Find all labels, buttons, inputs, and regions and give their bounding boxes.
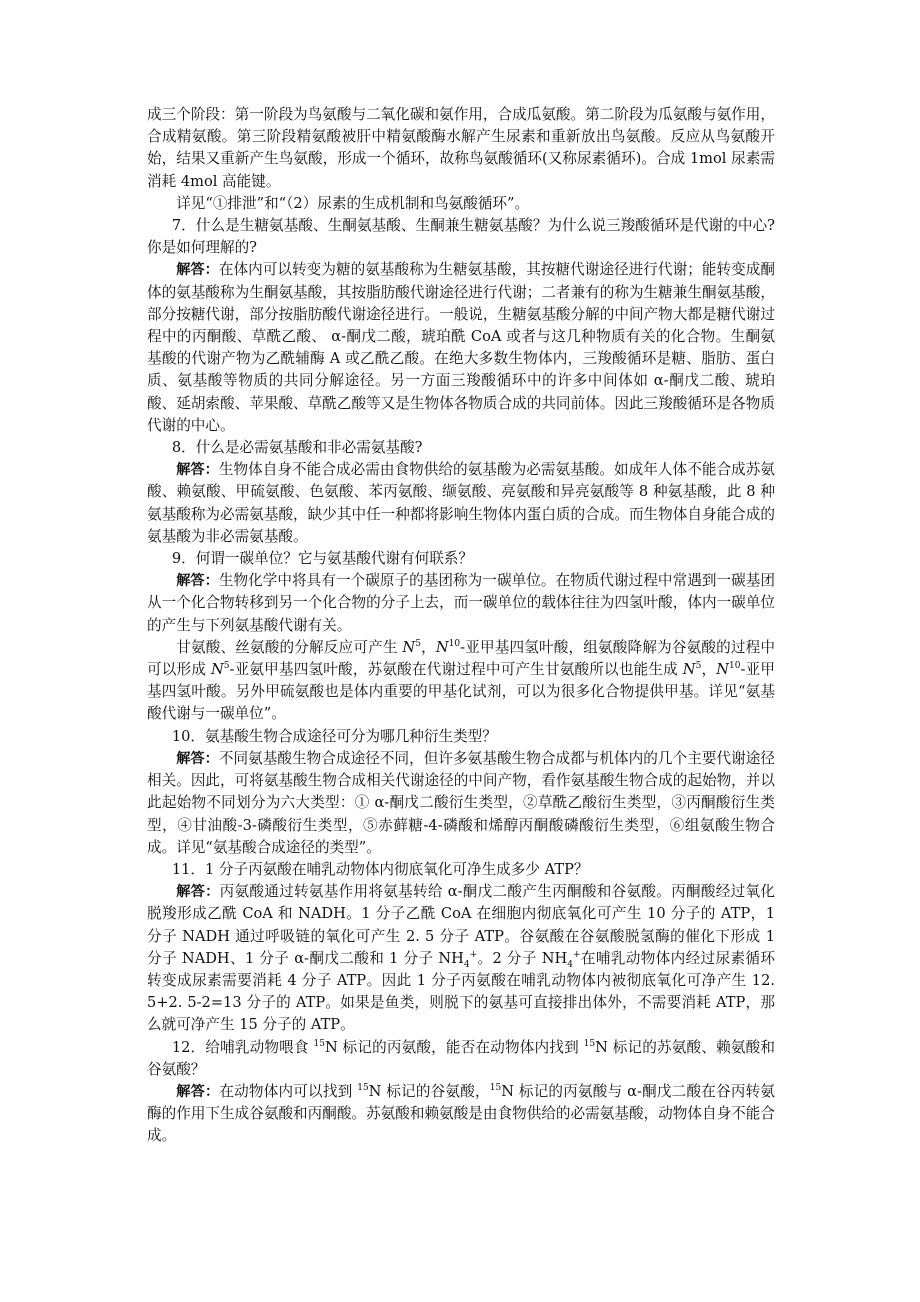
text: 在动物体内可以找到 xyxy=(219,1082,358,1100)
answer-label: 解答： xyxy=(176,884,220,901)
text: 7．什么是生糖氨基酸、生酮氨基酸、生酮兼生糖氨基酸？为什么说三羧酸循环是代谢的中心?你是如何理解的? xyxy=(147,217,775,257)
answer-9 xyxy=(147,570,775,637)
text: 详见“①排泄”和“（2）尿素的生成机制和鸟氨酸循环”。 xyxy=(176,194,530,212)
n-symbol: N xyxy=(716,661,730,679)
question-10 xyxy=(147,726,775,748)
text: -亚甲基四氢叶酸。另外甲硫氨酸也是体内重要的甲基化试剂，可以为很多化合物提供甲基。详见“氨基酸代谢与一碳单位”。 xyxy=(147,661,775,723)
superscript: 15 xyxy=(583,1038,596,1049)
subscript: 4 xyxy=(567,959,573,970)
superscript: 5 xyxy=(223,661,230,672)
superscript: 5 xyxy=(695,661,702,672)
text: 8．什么是必需氨基酸和非必需氨基酸? xyxy=(171,439,423,457)
answer-11 xyxy=(147,881,775,1036)
superscript: + xyxy=(572,949,581,960)
answer-label: 解答： xyxy=(176,573,219,590)
text: 生物化学中将具有一个碳原子的基团称为一碳单位。在物质代谢过程中常遇到一碳基团从一个化合物转移到另一个化合物的分子上去，而一碳单位的载体往往为四氢叶酸，体内一碳单位的产生与下列氨基酸代谢有关。 xyxy=(147,572,775,634)
text: 在体内可以转变为糖的氨基酸称为生糖氨基酸，其按糖代谢途径进行代谢；能转变成酮体的氨基酸称为生酮氨基酸，其按脂肪酸代谢途径进行代谢；二者兼有的称为生糖兼生酮氨基酸，部分按糖代谢，部分按脂肪酸代谢途径进行。一般说，生糖氨基酸分解的中间产物大都是糖代谢过程中的丙酮酸、草酰乙酸、 α-酮戊二酸，琥珀酰 CoA 或者与这几种物质有关的化合物。生酮氨基酸的代谢产物为乙酰辅酶 A 或乙酰乙酸。在绝大多数生物体内，三羧酸循环是糖、脂肪、蛋白质、氨基酸等物质的共同分解途径。另一方面三羧酸循环中的许多中间体如 α-酮戊二酸、琥珀酸、延胡索酸、苹果酸、草酰乙酸等又是生物体各物质合成的共同前体。因此三羧酸循环是各物质代谢的中心。 xyxy=(147,261,775,434)
subscript: 4 xyxy=(463,959,470,970)
text: 12．给哺乳动物喂食 xyxy=(171,1038,314,1056)
n-symbol: N xyxy=(682,661,696,679)
text: 不同氨基酸生物合成途径不同，但许多氨基酸生物合成都与机体内的几个主要代谢途径相关。因此，可将氨基酸生物合成相关代谢途径的中间产物，看作氨基酸生物合成的起始物，并以此起始物不同划分为六大类型：① α-酮戊二酸衍生类型，②草酰乙酸衍生类型，③丙酮酸衍生类型，④甘油酸-3-磷酸衍生类型，⑤赤藓糖-4-磷酸和烯醇丙酮酸磷酸衍生类型，⑥组氨酸生物合成。详见“氨基酸合成途径的类型”。 xyxy=(147,749,775,856)
text: N 标记的谷氨酸， xyxy=(368,1082,490,1100)
answer-12 xyxy=(147,1081,775,1148)
text: N 标记的丙氨酸与 α-酮戊二酸在谷丙转氨酶的作用下生成谷氨酸和丙酮酸。苏氨酸和赖氨酸是由食物供给的必需氨基酸，动物体自身不能合成。 xyxy=(147,1082,775,1145)
text: 9．何谓一碳单位？它与氨基酸代谢有何联系？ xyxy=(171,550,473,568)
text: ， xyxy=(701,661,717,679)
answer-9-continued xyxy=(147,637,775,726)
text: 甘氨酸、丝氨酸的分解反应可产生 xyxy=(176,638,403,656)
text: -亚氨甲基四氢叶酸，苏氨酸在代谢过程中可产生甘氨酸所以也能生成 xyxy=(229,661,683,679)
text: 成三个阶段：第一阶段为鸟氨酸与二氧化碳和氨作用，合成瓜氨酸。第二阶段为瓜氨酸与氨作用，合成精氨酸。第三阶段精氨酸被肝中精氨酸酶水解产生尿素和重新放出鸟氨酸。反应从鸟氨酸开始，结果又重新产生鸟氨酸，形成一个循环，故称鸟氨酸循环(又称尿素循环)。合成 1mol 尿素需消耗 4mol 高能键。 xyxy=(147,106,775,190)
n-symbol: N xyxy=(210,661,224,679)
answer-7 xyxy=(147,259,775,437)
answer-label: 解答： xyxy=(176,462,219,479)
document-page xyxy=(147,104,775,1148)
superscript: 15 xyxy=(313,1038,325,1049)
question-8 xyxy=(147,437,775,459)
superscript: + xyxy=(469,949,478,960)
text: 丙氨酸通过转氨基作用将氨基转给 α-酮戊二酸产生丙酮酸和谷氨酸。丙酮酸经过氧化脱羧形成乙酰 CoA 和 NADH。1 分子乙酰 CoA 在细胞内彻底氧化可产生 10 分子的 ATP，1 分子 NADH 通过呼吸链的氧化可产生 2. 5 分子 ATP。谷氨酸在谷氨酸脱氢酶的催化下形成 1 分子 NADH、1 分子 α-酮戊二酸和 1 分子 NH xyxy=(147,883,775,967)
text: 。2 分子 NH xyxy=(477,949,568,967)
answer-label: 解答： xyxy=(176,262,219,279)
question-11 xyxy=(147,859,775,881)
superscript: 15 xyxy=(489,1083,502,1094)
text: 生物体自身不能合成必需由食物供给的氨基酸为必需氨基酸。如成年人体不能合成苏氨酸、赖氨酸、甲硫氨酸、色氨酸、苯丙氨酸、缬氨酸、亮氨酸和异亮氨酸等 8 种氨基酸，此 8 种氨基酸称为必需氨基酸，缺少其中任一种都将影响生物体内蛋白质的合成。而生物体自身能合成的氨基酸为非必需氨基酸。 xyxy=(147,461,775,545)
superscript: 10 xyxy=(448,639,461,650)
text: N 标记的苏氨酸、赖氨酸和谷氨酸？ xyxy=(147,1038,775,1078)
question-9 xyxy=(147,548,775,570)
answer-label: 解答： xyxy=(176,750,219,767)
answer-8 xyxy=(147,459,775,548)
text: 11．1 分子丙氨酸在哺乳动物体内彻底氧化可净生成多少 ATP？ xyxy=(171,860,589,878)
paragraph-urea-cycle xyxy=(147,104,775,193)
answer-10 xyxy=(147,748,775,859)
paragraph-see-also xyxy=(147,193,775,215)
question-12 xyxy=(147,1037,775,1081)
superscript: 15 xyxy=(357,1083,369,1094)
text: ， xyxy=(420,638,436,656)
text: -亚甲基四氢叶酸，组氨酸降解为谷氨酸的过程中可以形成 xyxy=(147,638,775,679)
superscript: 5 xyxy=(415,639,421,650)
question-7 xyxy=(147,215,775,259)
superscript: 10 xyxy=(729,661,741,672)
answer-label: 解答： xyxy=(176,1083,220,1100)
text: N 标记的丙氨酸，能否在动物体内找到 xyxy=(324,1038,584,1056)
n-symbol: N xyxy=(435,638,449,656)
text: 10．氨基酸生物合成途径可分为哪几种衍生类型？ xyxy=(171,727,497,745)
n-symbol: N xyxy=(402,638,416,656)
text: 在哺乳动物体内经过尿素循环转变成尿素需要消耗 4 分子 ATP。因此 1 分子丙氨酸在哺乳动物体内被彻底氧化可净产生 12. 5+2. 5-2=13 分子的 ATP。如果是鱼类，则脱下的氨基可直接排出体外，不需要消耗 ATP，那么就可净产生 15 分子的 ATP。 xyxy=(147,949,775,1034)
